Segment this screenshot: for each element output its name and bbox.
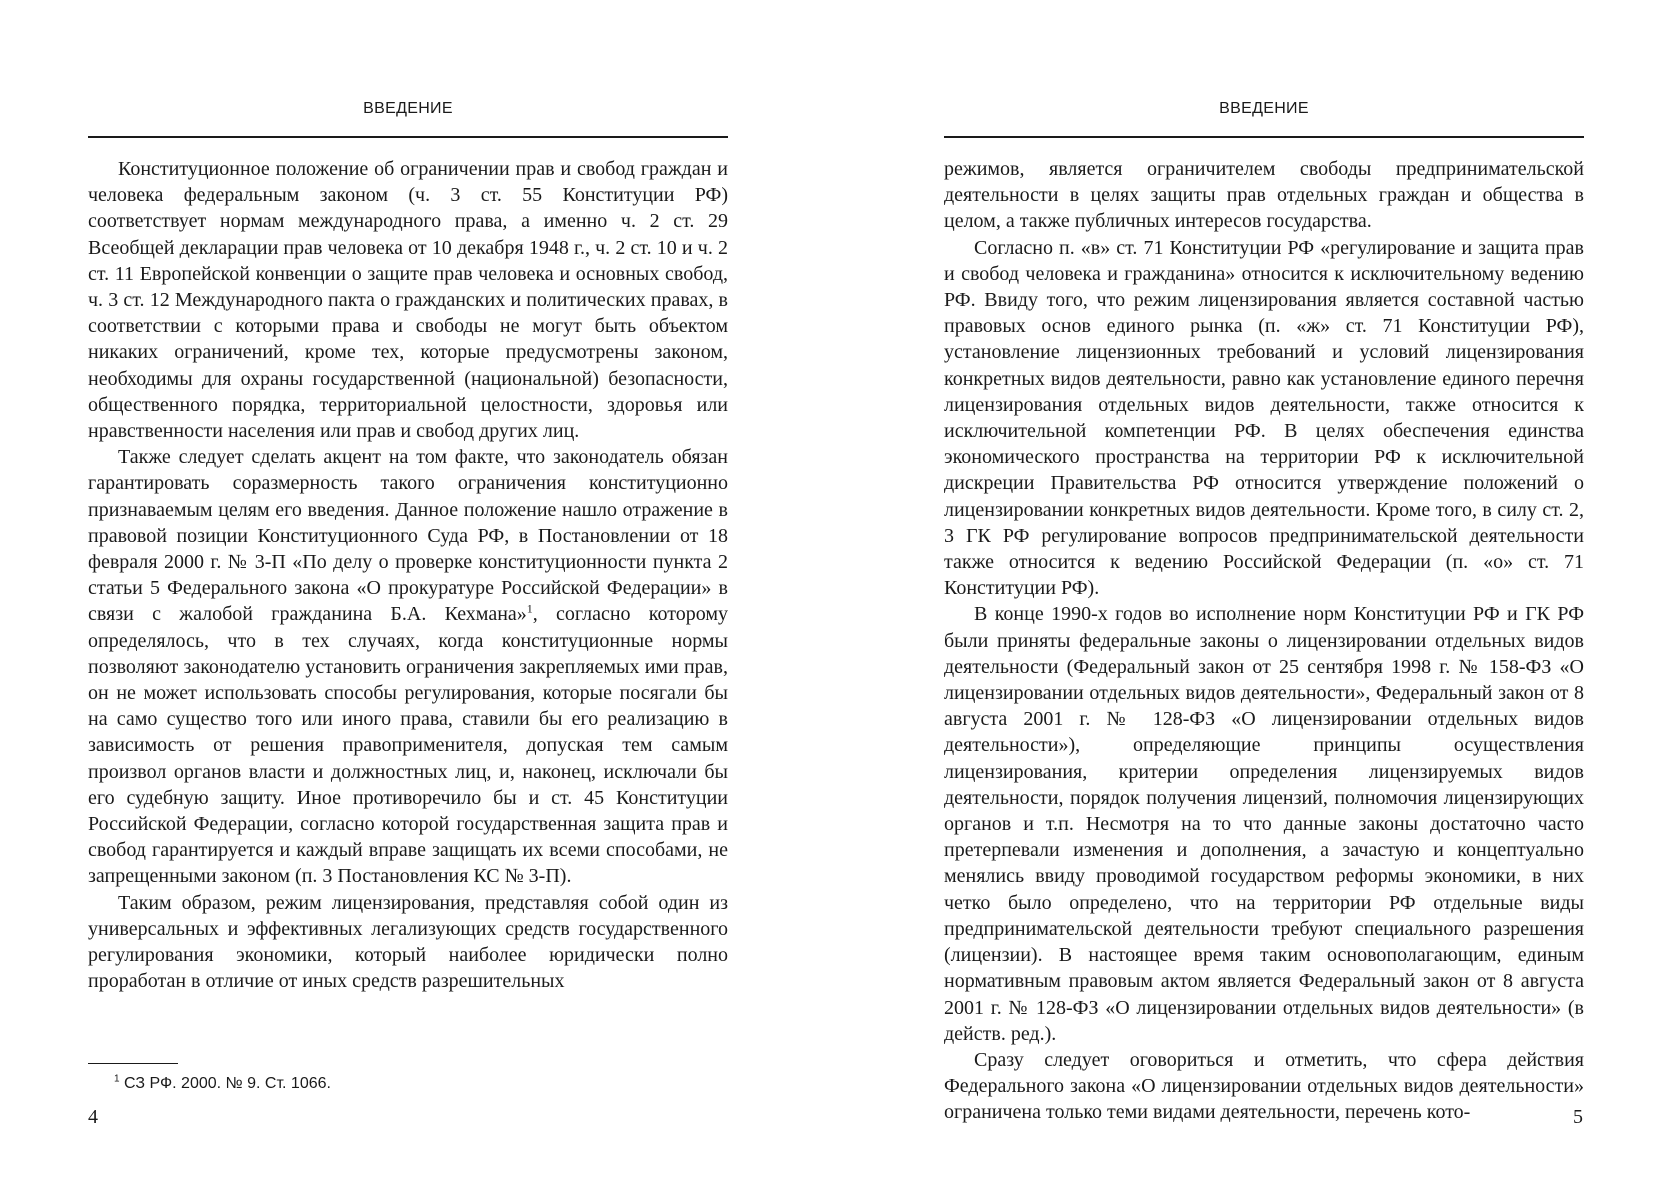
paragraph-text: Также следует сделать акцент на том факте, что законодатель обязан гарантировать соразмерность такого ограничения конституционно признаваемым целям его введения. Данное положение нашло отражение в правовой позиции Конституционного Суда РФ, в Постановлении от 18 февраля 2000 г. № 3-П «По делу о проверке конституционности пункта 2 статьи 5 Федерального закона «О прокуратуре Российской Федерации» в связи с жалобой гражданина Б.А. Кехмана» <box>88 446 728 626</box>
paragraph-text: , согласно которому определялось, что в тех случаях, когда конституционные нормы позволяют законодателю установить ограничения закрепляемых ими прав, он не может использовать способы регулирования, которые посягали бы на само существо того или иного права, ставили бы его реализацию в зависимость от решения правоприменителя, допуская тем самым произвол органов власти и должностных лиц, и, наконец, исключали бы его судебную защиту. Иное противоречило бы и ст. 45 Конституции Российской Федерации, согласно которой государственная защита прав и свобод гарантируется и каждый вправе защищать их всеми способами, не запрещенными законом (п. 3 Постановления КС № 3-П). <box>88 603 729 888</box>
paragraph <box>88 444 728 889</box>
header-rule <box>88 136 728 138</box>
paragraph: Таким образом, режим лицензирования, представляя собой один из универсальных и эффективных легализующих средств государственного регулирования экономики, который наиболее юридически полно проработан в отличие от иных средств разрешительных <box>88 891 728 993</box>
paragraph: Согласно п. «в» ст. 71 Конституции РФ «регулирование и защита прав и свобод человека и гражданина» относится к исключительному ведению РФ. Ввиду того, что режим лицензирования является составной частью правовых основ единого рынка (п. «ж» ст. 71 Конституции РФ), установление лицензионных требований и условий лицензирования конкретных видов деятельности, равно как установление единого перечня лицензирования отдельных видов деятельности, также относится к исключительной компетенции РФ. В целях обеспечения единства экономического пространства на территории РФ к исключительной дискреции Правительства РФ относится утверждение положений о лицензировании конкретных видов деятельности. Кроме того, в силу ст. 2, 3 ГК РФ регулирование вопросов предпринимательской деятельности также относится к ведению Российской Федерации (п. «о» ст. 71 Конституции РФ). <box>944 236 1584 600</box>
footnote <box>88 1075 728 1093</box>
paragraph: В конце 1990-х годов во исполнение норм Конституции РФ и ГК РФ были приняты федеральные законы о лицензировании отдельных видов деятельности (Федеральный закон от 25 сентября 1998 г. № 158-ФЗ «О лицензировании отдельных видов деятельности», Федеральный закон от 8 августа 2001 г. № 128-ФЗ «О лицензировании отдельных видов деятельности»), определяющие принципы осуществления лицензирования, критерии определения лицензируемых видов деятельности, порядок получения лицензий, полномочия лицензирующих органов и т.п. Несмотря на то что данные законы достаточно часто претерпевали изменения и дополнения, а зачастую и концептуально менялись ввиду проводимой государством реформы экономики, в них четко было определено, что на территории РФ отдельные виды предпринимательской деятельности требуют специального разрешения (лицензии). В настоящее время таким основополагающим, единым нормативным правовым актом является Федеральный закон от 8 августа 2001 г. № 128-ФЗ «О лицензировании отдельных видов деятельности» (в действ. ред.). <box>944 603 1584 1045</box>
footnote-marker: 1 <box>114 1073 120 1085</box>
page-body <box>88 156 728 995</box>
right-page <box>827 0 1654 1199</box>
page-number: 4 <box>88 1106 98 1128</box>
footnote-text: СЗ РФ. 2000. № 9. Ст. 1066. <box>124 1075 331 1092</box>
paragraph: режимов, является ограничителем свободы предпринимательской деятельности в целях защиты прав отдельных граждан и общества в целом, а также публичных интересов государства. <box>944 158 1584 233</box>
paragraph: Конституционное положение об ограничении прав и свобод граждан и человека федеральным законом (ч. 3 ст. 55 Конституции РФ) соответствует нормам международного права, а именно ч. 2 ст. 29 Всеобщей декларации прав человека от 10 декабря 1948 г., ч. 2 ст. 10 и ч. 2 ст. 11 Европейской конвенции о защите прав человека и основных свобод, ч. 3 ст. 12 Международного пакта о гражданских и политических правах, в соответствии с которыми права и свободы не могут быть объектом никаких ограничений, кроме тех, которые предусмотрены законом, необходимы для охраны государственной (национальной) безопасности, общественного порядка, территориальной целостности, здоровья или нравственности населения или прав и свобод других лиц. <box>88 158 728 443</box>
page-number: 5 <box>1573 1106 1583 1128</box>
running-header: ВВЕДЕНИЕ <box>363 100 453 117</box>
running-header: ВВЕДЕНИЕ <box>1219 100 1309 117</box>
page-body <box>944 156 1584 1126</box>
paragraph: Сразу следует оговориться и отметить, что сфера действия Федерального закона «О лицензировании отдельных видов деятельности» ограничена только теми видами деятельности, перечень кото- <box>944 1048 1584 1124</box>
footnote-reference: 1 <box>526 601 533 616</box>
header-rule <box>944 136 1584 138</box>
footnote-rule <box>88 1063 178 1064</box>
